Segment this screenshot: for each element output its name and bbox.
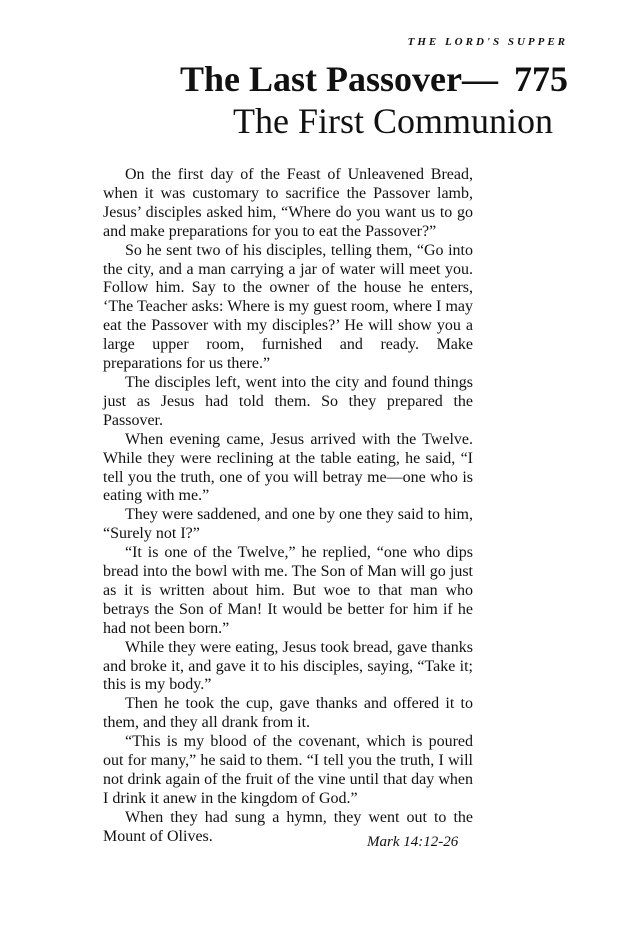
- running-head: THE LORD'S SUPPER: [407, 36, 568, 48]
- scripture-text: [103, 166, 473, 847]
- scripture-citation: Mark 14:12-26: [367, 834, 459, 850]
- page-subtitle: The First Communion: [233, 101, 554, 141]
- page-title: [180, 58, 568, 100]
- paragraph: When evening came, Jesus arrived with the Twelve. While they were reclining at the table eating, he said, “I tell you the truth, one of you will betray me—one who is eating with me.”: [103, 430, 473, 505]
- paragraph: Then he took the cup, gave thanks and offered it to them, and they all drank from it.: [103, 695, 473, 732]
- paragraph: On the first day of the Feast of Unleavened Bread, when it was customary to sacrifice the Passover lamb, Jesus’ disciples asked him, “Where do you want us to go and make preparations for you to eat the Passover?”: [103, 166, 473, 240]
- title-line-1: The Last Passover—: [180, 59, 498, 99]
- paragraph: They were saddened, and one by one they said to him, “Surely not I?”: [103, 506, 473, 543]
- paragraph: While they were eating, Jesus took bread, gave thanks and broke it, and gave it to his disciples, saying, “Take it; this is my body.”: [103, 638, 473, 694]
- paragraph: “This is my blood of the covenant, which is poured out for many,” he said to them. “I tell you the truth, I will not drink again of the fruit of the vine until that day when I drink it anew in the kingdom of God.”: [103, 733, 473, 807]
- paragraph: The disciples left, went into the city and found things just as Jesus had told them. So they prepared the Passover.: [103, 373, 473, 429]
- page-number: 775: [514, 59, 568, 99]
- paragraph: So he sent two of his disciples, telling them, “Go into the city, and a man carrying a jar of water will meet you. Follow him. Say to the owner of the house he enters, ‘The Teacher asks: Where is my guest room, where I may eat the Passover with my disciples?’ He will show you a large upper room, furnished and ready. Make preparations for us there.”: [103, 241, 473, 373]
- paragraph: When they had sung a hymn, they went out to the Mount of Olives.: [103, 808, 473, 845]
- paragraph: “It is one of the Twelve,” he replied, “one who dips bread into the bowl with me. The Son of Man will go just as it is written about him. But woe to that man who betrays the Son of Man! It would be better for him if he had not been born.”: [103, 544, 473, 637]
